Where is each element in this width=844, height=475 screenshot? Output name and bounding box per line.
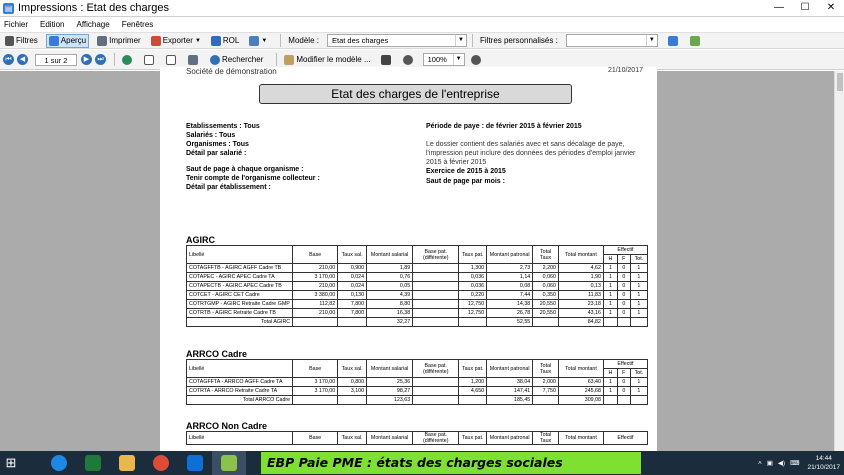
table-cell: 0: [617, 309, 630, 318]
table-cell: 26,78: [487, 309, 533, 318]
rechercher-label: Rechercher: [222, 55, 264, 64]
total-cell: [338, 318, 367, 327]
chevron-up-icon[interactable]: ˄: [757, 459, 762, 467]
table-row: [187, 378, 648, 387]
table-cell: 1: [603, 309, 617, 318]
zoom-value: 100%: [427, 55, 447, 64]
col-montant-pat: Montant patronal: [487, 360, 533, 378]
rows-arrco-cadre: [187, 378, 648, 405]
table-cell: 16,38: [367, 309, 413, 318]
filter-detail-salarie: Détail par salarié :: [186, 150, 247, 157]
volume-icon[interactable]: ◀): [777, 460, 786, 467]
table-cell: 0,036: [459, 282, 487, 291]
table-cell: 63,40: [558, 378, 603, 387]
section-title: AGIRC: [186, 235, 215, 245]
rol-button[interactable]: [209, 34, 241, 48]
table-cell: 1: [603, 378, 617, 387]
col-total-montant: Total montant: [558, 360, 603, 378]
refresh-button[interactable]: [120, 53, 136, 67]
settings-icon: [249, 36, 259, 46]
report-page: [160, 67, 657, 451]
saut-page-mois: Saut de page par mois :: [426, 178, 505, 185]
taskbar-excel[interactable]: [76, 451, 110, 475]
table-row: [187, 273, 648, 282]
table-cell: 3 170,00: [293, 273, 338, 282]
toolbar-separator: [114, 53, 115, 66]
total-label: Total ARRCO Cadre: [187, 396, 293, 405]
total-label: Total AGIRC: [187, 318, 293, 327]
zoom-icon: [403, 55, 413, 65]
chevron-down-icon: ▼: [194, 37, 201, 44]
table-cell: 3 380,00: [293, 291, 338, 300]
zoom-select[interactable]: [423, 53, 465, 66]
page-setup-button[interactable]: [142, 53, 158, 67]
table-cell: COTAGFFTB - AGIRC AGFF Cadre TB: [187, 264, 293, 273]
charges-table-agirc: [186, 245, 648, 327]
col-h: H: [603, 369, 617, 378]
table-cell: 1: [630, 264, 647, 273]
zoom-in-icon: [471, 55, 481, 65]
table-cell: [413, 291, 459, 300]
total-cell: [338, 396, 367, 405]
report-filters: [186, 122, 260, 158]
table-cell: 0,76: [367, 273, 413, 282]
filter-add-button[interactable]: [666, 34, 682, 48]
col-tot: Tot.: [630, 255, 647, 264]
col-effectif: Effectif: [603, 360, 647, 369]
total-cell: 52,55: [487, 318, 533, 327]
table-cell: 0: [617, 273, 630, 282]
col-effectif: Effectif: [603, 432, 647, 445]
table-cell: 1: [630, 273, 647, 282]
first-page-icon[interactable]: ⏮: [3, 54, 14, 65]
table-cell: COTRTGMP - AGIRC Retraite Cadre GMP: [187, 300, 293, 309]
report-title: Etat des charges de l'entreprise: [259, 84, 572, 104]
edit-template-icon: [284, 55, 294, 65]
zoom-in-button[interactable]: [469, 53, 485, 67]
table-cell: [413, 387, 459, 396]
chevron-down-icon: ▼: [455, 35, 466, 46]
col-base-pat: Base pat. (différente): [413, 432, 459, 445]
section-title: ARRCO Cadre: [186, 349, 248, 359]
table-cell: 210,00: [293, 309, 338, 318]
table-cell: 38,04: [487, 378, 533, 387]
col-base-pat: Base pat. (différente): [413, 246, 459, 264]
col-montant-pat: Montant patronal: [487, 246, 533, 264]
table-cell: 0,13: [558, 282, 603, 291]
option-organisme-collecteur: Tenir compte de l'organisme collecteur :: [186, 175, 320, 182]
section-title: ARRCO Non Cadre: [186, 421, 268, 431]
table-row: [187, 387, 648, 396]
table-cell: 3 170,00: [293, 387, 338, 396]
internet-explorer-icon: [51, 455, 67, 471]
clock[interactable]: [807, 454, 840, 472]
table-cell: 0,036: [459, 273, 487, 282]
col-base: Base: [293, 360, 338, 378]
filter-add-icon: [668, 36, 678, 46]
table-cell: 1: [630, 282, 647, 291]
table-cell: 0: [617, 291, 630, 300]
table-row: [187, 309, 648, 318]
table-cell: 2,000: [533, 378, 559, 387]
table-cell: 4,62: [558, 264, 603, 273]
taskbar-ebp[interactable]: [212, 451, 246, 475]
table-cell: 23,18: [558, 300, 603, 309]
table-cell: 0: [617, 387, 630, 396]
table-cell: 1: [603, 282, 617, 291]
table-cell: 1,200: [459, 378, 487, 387]
printer-icon: [97, 36, 107, 46]
table-cell: 20,550: [533, 309, 559, 318]
taskbar-chrome[interactable]: [144, 451, 178, 475]
table-cell: 20,550: [533, 300, 559, 309]
page-input[interactable]: 1 sur 2: [35, 54, 77, 66]
imprimer-label: Imprimer: [109, 36, 141, 45]
modele-label: Modèle :: [288, 36, 319, 45]
filtres-button[interactable]: [3, 34, 40, 48]
col-total-montant: Total montant: [558, 432, 603, 445]
table-cell: 12,750: [459, 300, 487, 309]
col-f: F: [617, 369, 630, 378]
print-page-button[interactable]: [186, 53, 202, 67]
company-name: Société de démonstration: [186, 67, 277, 76]
image-button[interactable]: [379, 53, 395, 67]
taskbar-ie[interactable]: [42, 451, 76, 475]
filtres-perso-label: Filtres personnalisés :: [479, 36, 558, 45]
table-cell: 3 170,00: [293, 378, 338, 387]
table-cell: 0,060: [533, 282, 559, 291]
filter-etablissements: Etablissements : Tous: [186, 123, 260, 130]
col-taux-sal: Taux sal.: [338, 432, 367, 445]
folder-icon: [119, 455, 135, 471]
table-cell: 1: [603, 291, 617, 300]
taskbar-teamviewer[interactable]: [178, 451, 212, 475]
total-cell: 309,08: [558, 396, 603, 405]
table-cell: 0: [617, 300, 630, 309]
export-icon: [151, 36, 161, 46]
save-filter-icon: [690, 36, 700, 46]
col-base: Base: [293, 246, 338, 264]
table-cell: [413, 300, 459, 309]
total-cell: 123,63: [367, 396, 413, 405]
table-cell: 8,80: [367, 300, 413, 309]
col-taux-pat: Taux pat.: [459, 246, 487, 264]
table-cell: 0,220: [459, 291, 487, 300]
table-cell: 1,300: [459, 264, 487, 273]
table-cell: 210,00: [293, 282, 338, 291]
table-cell: 2,73: [487, 264, 533, 273]
col-montant-sal: Montant salarial: [367, 246, 413, 264]
table-cell: 7,800: [338, 300, 367, 309]
col-base-pat: Base pat. (différente): [413, 360, 459, 378]
table-row: [187, 282, 648, 291]
table-cell: COTAPEC - AGIRC APEC Cadre TA: [187, 273, 293, 282]
table-cell: 0,350: [533, 291, 559, 300]
table-cell: 0,024: [338, 273, 367, 282]
col-total-taux: Total Taux: [533, 360, 559, 378]
vertical-scrollbar[interactable]: [834, 71, 844, 451]
zoom-out-button[interactable]: [401, 53, 417, 67]
table-row: [187, 300, 648, 309]
total-cell: [603, 396, 617, 405]
prev-page-icon[interactable]: ◀: [17, 54, 28, 65]
minimize-button[interactable]: —: [774, 2, 784, 13]
exporter-label: Exporter: [162, 36, 193, 45]
menu-affichage[interactable]: Affichage: [76, 19, 110, 29]
col-base: Base: [293, 432, 338, 445]
col-h: H: [603, 255, 617, 264]
main-toolbar: [0, 32, 844, 49]
app-icon: ▤: [4, 3, 13, 13]
total-cell: [413, 318, 459, 327]
search-icon: [210, 55, 220, 65]
total-cell: [617, 396, 630, 405]
tool-options-button[interactable]: [247, 34, 269, 48]
ebp-icon: [221, 455, 237, 471]
col-libelle: Libellé: [187, 360, 293, 378]
col-taux-sal: Taux sal.: [338, 246, 367, 264]
table-cell: 4,650: [459, 387, 487, 396]
table-cell: [413, 264, 459, 273]
chrome-icon: [153, 455, 169, 471]
table-cell: COTRTB - AGIRC Retraite Cadre TB: [187, 309, 293, 318]
col-taux-pat: Taux pat.: [459, 360, 487, 378]
chevron-down-icon: ▼: [646, 35, 657, 46]
toolbar-separator: [276, 53, 277, 66]
table-cell: 11,83: [558, 291, 603, 300]
apercu-button[interactable]: [46, 34, 89, 48]
chevron-down-icon: ▼: [261, 37, 268, 44]
maximize-button[interactable]: ☐: [800, 2, 810, 13]
table-cell: 12,750: [459, 309, 487, 318]
table-cell: 1: [603, 300, 617, 309]
table-cell: [413, 282, 459, 291]
col-total-taux: Total Taux: [533, 432, 559, 445]
col-montant-sal: Montant salarial: [367, 360, 413, 378]
table-cell: 1: [603, 273, 617, 282]
page-icon: [144, 55, 154, 65]
table-cell: COTCET - AGIRC CET Cadre: [187, 291, 293, 300]
table-cell: [413, 273, 459, 282]
table-cell: 0,800: [338, 378, 367, 387]
table-cell: 1: [630, 291, 647, 300]
clock-date: 21/10/2017: [807, 464, 840, 471]
printer-icon: [188, 55, 198, 65]
col-total-montant: Total montant: [558, 246, 603, 264]
col-tot: Tot.: [630, 369, 647, 378]
table-cell: 43,16: [558, 309, 603, 318]
table-cell: 98,27: [367, 387, 413, 396]
total-cell: [617, 318, 630, 327]
teamviewer-icon: [187, 455, 203, 471]
total-cell: [533, 396, 559, 405]
exporter-button[interactable]: [149, 34, 203, 48]
report-date: 21/10/2017: [607, 67, 643, 74]
table-row: [187, 291, 648, 300]
menu-edition[interactable]: Edition: [40, 19, 65, 29]
table-cell: 7,750: [533, 387, 559, 396]
table-cell: 112,82: [293, 300, 338, 309]
col-total-taux: Total Taux: [533, 246, 559, 264]
table-cell: COTAPECTB - AGIRC APEC Cadre TB: [187, 282, 293, 291]
apercu-label: Aperçu: [60, 36, 87, 45]
start-button[interactable]: [0, 451, 22, 475]
rol-icon: [211, 36, 221, 46]
table-cell: COTAGFFTA - ARRCO AGFF Cadre TA: [187, 378, 293, 387]
total-cell: [293, 318, 338, 327]
filter-organismes: Organismes : Tous: [186, 141, 249, 148]
table-cell: 1,90: [558, 273, 603, 282]
filtres-label: Filtres: [16, 36, 38, 45]
table-cell: 1: [630, 387, 647, 396]
scrollbar-thumb[interactable]: [837, 73, 843, 91]
col-taux-sal: Taux sal.: [338, 360, 367, 378]
copy-icon: [166, 55, 176, 65]
table-cell: 1,89: [367, 264, 413, 273]
note-decalage: Le dossier contient des salariés avec et sans décalage de paye, l'impression peut inclure des données des périodes d'emploi janvier 2015 à février 2015: [426, 141, 636, 166]
total-cell: 32,27: [367, 318, 413, 327]
table-cell: 2,200: [533, 264, 559, 273]
modele-select[interactable]: [327, 34, 467, 47]
table-cell: 245,68: [558, 387, 603, 396]
copy-button[interactable]: [164, 53, 180, 67]
table-cell: 0,08: [487, 282, 533, 291]
table-cell: 3,100: [338, 387, 367, 396]
toolbar-separator: [280, 34, 281, 47]
table-cell: 7,800: [338, 309, 367, 318]
table-cell: 4,39: [367, 291, 413, 300]
network-icon[interactable]: ▣: [766, 460, 773, 467]
table-row: [187, 264, 648, 273]
table-cell: 0,024: [338, 282, 367, 291]
table-cell: 0: [617, 264, 630, 273]
total-cell: [293, 396, 338, 405]
table-cell: 1: [630, 309, 647, 318]
table-cell: 1: [603, 264, 617, 273]
filter-icon: [5, 36, 14, 46]
taskbar-explorer[interactable]: [110, 451, 144, 475]
total-cell: [459, 396, 487, 405]
total-cell: [603, 318, 617, 327]
col-f: F: [617, 255, 630, 264]
table-cell: 0,05: [367, 282, 413, 291]
option-detail-etablissement: Détail par établissement :: [186, 184, 271, 191]
table-cell: 1: [630, 378, 647, 387]
total-cell: [630, 318, 647, 327]
windows-icon: ⊞: [5, 455, 17, 470]
modifier-modele-button[interactable]: [282, 53, 372, 67]
col-montant-pat: Montant patronal: [487, 432, 533, 445]
total-row: [187, 396, 648, 405]
refresh-icon: [122, 55, 132, 65]
filter-save-button[interactable]: [688, 34, 704, 48]
table-header-row: [187, 432, 648, 445]
system-tray: [758, 452, 840, 474]
table-cell: 1: [603, 387, 617, 396]
rol-label: ROL: [222, 36, 240, 45]
option-saut-organisme: Saut de page à chaque organisme :: [186, 166, 304, 173]
total-cell: [413, 396, 459, 405]
table-cell: 0,900: [338, 264, 367, 273]
report-options: [186, 165, 320, 192]
table-cell: 25,36: [367, 378, 413, 387]
rows-agirc: [187, 264, 648, 327]
total-cell: [459, 318, 487, 327]
table-header-row: [187, 360, 648, 369]
table-cell: 147,41: [487, 387, 533, 396]
charges-table-arrco-non-cadre: [186, 431, 648, 445]
modifier-label: Modifier le modèle ...: [296, 55, 371, 64]
col-montant-sal: Montant salarial: [367, 432, 413, 445]
print-preview-area[interactable]: [0, 67, 844, 451]
filter-salaries: Salariés : Tous: [186, 132, 236, 139]
imprimer-button[interactable]: [95, 34, 143, 48]
total-cell: [533, 318, 559, 327]
table-cell: 14,38: [487, 300, 533, 309]
chevron-down-icon: ▼: [453, 54, 464, 65]
table-cell: 0: [617, 282, 630, 291]
caption-banner: EBP Paie PME : états des charges sociales: [261, 452, 641, 474]
table-cell: [413, 309, 459, 318]
table-cell: COTRTA - ARRCO Retraite Cadre TA: [187, 387, 293, 396]
toolbar-separator: [472, 34, 473, 47]
col-libelle: Libellé: [187, 432, 293, 445]
clock-time: 14:44: [815, 455, 832, 462]
table-cell: 1: [630, 300, 647, 309]
menu-fenetres[interactable]: Fenêtres: [121, 19, 154, 29]
table-cell: 7,44: [487, 291, 533, 300]
exercice: Exercice de 2015 à 2015: [426, 168, 506, 175]
modele-select-value: Etat des charges: [331, 36, 389, 45]
col-effectif: Effectif: [603, 246, 647, 255]
title-bar: [0, 0, 844, 17]
table-cell: 0,060: [533, 273, 559, 282]
table-header-row: [187, 246, 648, 255]
menu-bar: [0, 17, 844, 31]
table-cell: 1,14: [487, 273, 533, 282]
keyboard-icon[interactable]: ⌨: [790, 460, 800, 467]
image-icon: [381, 55, 391, 65]
total-cell: 185,45: [487, 396, 533, 405]
excel-icon: [85, 455, 101, 471]
charges-table-arrco-cadre: [186, 359, 648, 405]
col-libelle: Libellé: [187, 246, 293, 264]
menu-fichier[interactable]: Fichier: [4, 19, 29, 29]
total-row: [187, 318, 648, 327]
close-button[interactable]: ✕: [826, 2, 836, 13]
filtres-perso-select[interactable]: [566, 34, 658, 47]
preview-icon: [49, 36, 59, 46]
next-page-icon[interactable]: ▶: [81, 54, 92, 65]
total-cell: [630, 396, 647, 405]
rechercher-button[interactable]: [208, 53, 265, 67]
total-cell: 84,82: [558, 318, 603, 327]
last-page-icon[interactable]: ⏭: [95, 54, 106, 65]
col-taux-pat: Taux pat.: [459, 432, 487, 445]
table-cell: 0,130: [338, 291, 367, 300]
table-cell: [413, 378, 459, 387]
table-cell: 210,00: [293, 264, 338, 273]
periode-paye: Période de paye : de février 2015 à février 2015: [426, 123, 582, 130]
table-cell: 0: [617, 378, 630, 387]
window-title: Impressions : Etat des charges: [18, 2, 170, 14]
